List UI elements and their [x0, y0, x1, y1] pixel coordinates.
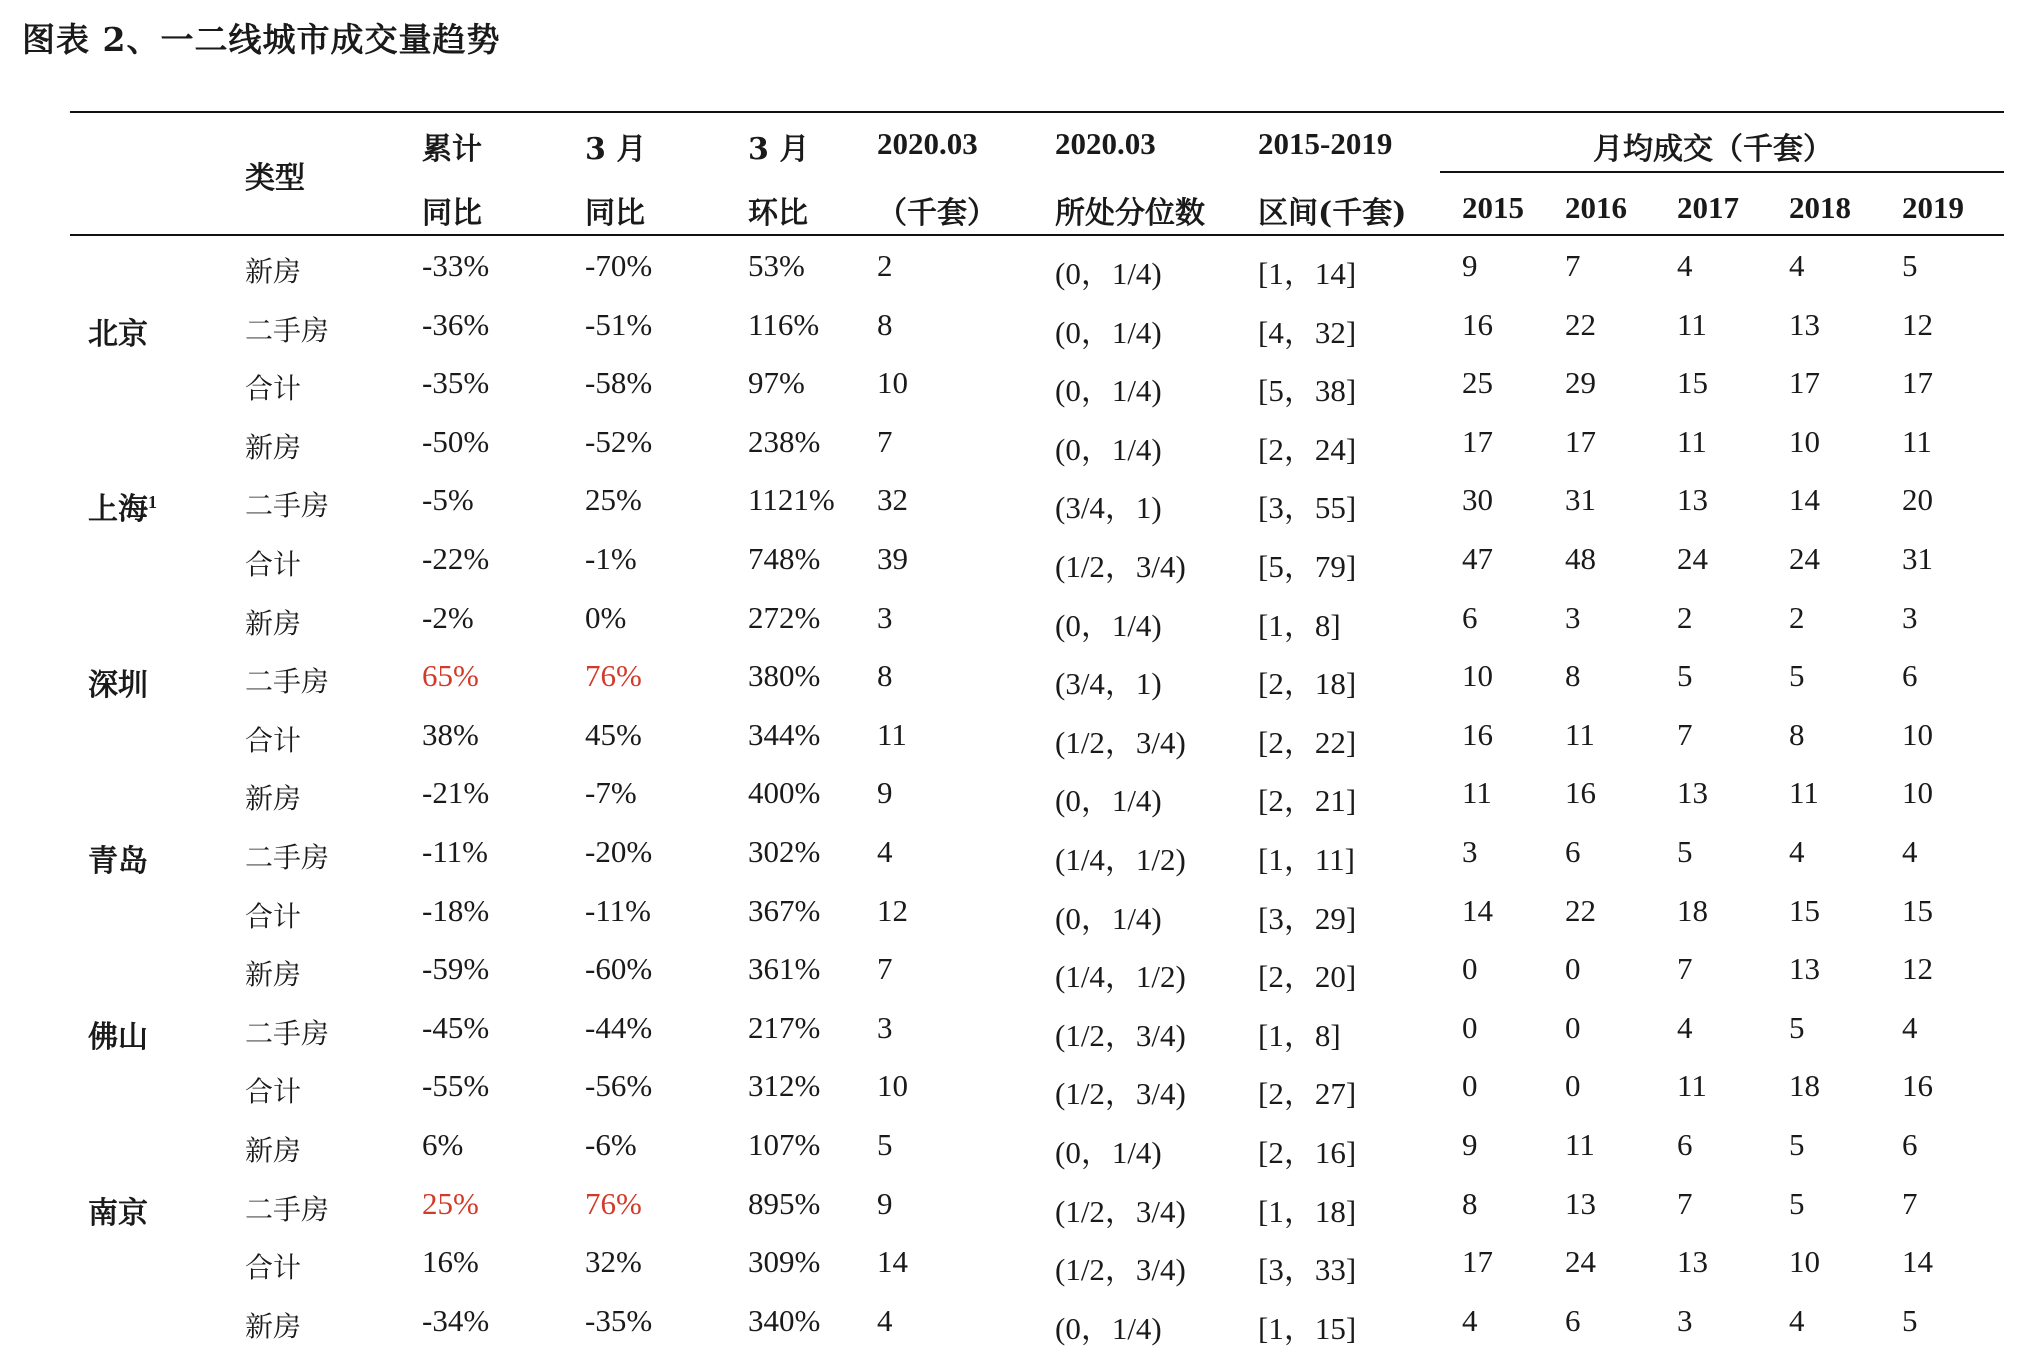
row-type: 合计 — [245, 1075, 302, 1108]
row-type: 合计 — [245, 724, 302, 757]
row-volume: 3 — [877, 1010, 893, 1045]
row-year-2018: 10 — [1789, 424, 1820, 459]
row-year-2017: 2 — [1677, 600, 1693, 635]
row-volume: 10 — [877, 1068, 908, 1103]
row-type: 合计 — [245, 1251, 302, 1284]
row-march-mom: 116% — [748, 307, 820, 342]
row-year-2018: 13 — [1789, 951, 1820, 986]
header-monthly-avg: 月均成交（千套） — [1593, 132, 1833, 167]
row-range: [1，15] — [1258, 1311, 1357, 1346]
city-label — [88, 1012, 148, 1056]
row-year-2019: 12 — [1902, 307, 1933, 342]
row-march-mom: 302% — [748, 834, 821, 869]
row-year-2017: 18 — [1677, 893, 1708, 928]
row-march-yoy: -60% — [585, 951, 653, 986]
header-year-2017: 2017 — [1677, 190, 1739, 225]
row-year-2017: 6 — [1677, 1127, 1693, 1162]
row-year-2018: 24 — [1789, 541, 1820, 576]
row-march-mom: 340% — [748, 1303, 821, 1338]
row-year-2015: 16 — [1462, 717, 1493, 752]
row-year-2019: 15 — [1902, 893, 1933, 928]
row-percentile: (1/2，3/4) — [1055, 549, 1186, 584]
row-range: [2，22] — [1258, 725, 1357, 760]
row-cumulative-yoy: -36% — [422, 307, 490, 342]
row-percentile: (0，1/4) — [1055, 901, 1162, 936]
row-year-2019: 20 — [1902, 482, 1933, 517]
row-cumulative-yoy: 25% — [422, 1186, 479, 1221]
row-year-2018: 14 — [1789, 482, 1820, 517]
row-percentile: (3/4，1) — [1055, 666, 1162, 701]
row-year-2015: 6 — [1462, 600, 1478, 635]
row-march-yoy: 76% — [585, 658, 642, 693]
row-range: [3，29] — [1258, 901, 1357, 936]
header-cum-yoy-line1: 累计 — [422, 132, 482, 167]
row-range: [3，33] — [1258, 1252, 1357, 1287]
row-year-2017: 7 — [1677, 717, 1693, 752]
row-year-2019: 12 — [1902, 951, 1933, 986]
row-march-yoy: 32% — [585, 1244, 642, 1279]
row-cumulative-yoy: 65% — [422, 658, 479, 693]
row-cumulative-yoy: -18% — [422, 893, 490, 928]
row-year-2016: 6 — [1565, 1303, 1581, 1338]
row-range: [4，32] — [1258, 315, 1357, 350]
header-type: 类型 — [245, 161, 305, 196]
row-range: [2，16] — [1258, 1135, 1357, 1170]
row-range: [2，18] — [1258, 666, 1357, 701]
row-volume: 3 — [877, 600, 893, 635]
header-volume-line1: 2020.03 — [877, 126, 978, 161]
row-year-2019: 7 — [1902, 1186, 1918, 1221]
row-year-2015: 9 — [1462, 248, 1478, 283]
row-year-2018: 5 — [1789, 658, 1805, 693]
row-type: 二手房 — [245, 489, 330, 522]
row-percentile: (1/2，3/4) — [1055, 1076, 1186, 1111]
row-year-2017: 5 — [1677, 658, 1693, 693]
header-percentile-line1: 2020.03 — [1055, 126, 1156, 161]
row-march-yoy: -7% — [585, 775, 637, 810]
row-volume: 5 — [877, 1127, 893, 1162]
row-year-2019: 4 — [1902, 1010, 1918, 1045]
row-percentile: (0，1/4) — [1055, 315, 1162, 350]
row-year-2017: 13 — [1677, 482, 1708, 517]
row-cumulative-yoy: -35% — [422, 365, 490, 400]
row-year-2017: 3 — [1677, 1303, 1693, 1338]
row-range: [5，38] — [1258, 373, 1357, 408]
figure-title: 图表 2、一二线城市成交量趋势 — [22, 20, 501, 59]
row-year-2017: 5 — [1677, 834, 1693, 869]
row-year-2019: 16 — [1902, 1068, 1933, 1103]
row-year-2016: 0 — [1565, 1010, 1581, 1045]
row-range: [2，24] — [1258, 432, 1357, 467]
row-year-2018: 5 — [1789, 1186, 1805, 1221]
row-year-2015: 16 — [1462, 307, 1493, 342]
row-year-2015: 0 — [1462, 1068, 1478, 1103]
row-march-yoy: 76% — [585, 1186, 642, 1221]
header-year-2016: 2016 — [1565, 190, 1627, 225]
row-year-2018: 5 — [1789, 1010, 1805, 1045]
row-march-yoy: -51% — [585, 307, 653, 342]
row-volume: 39 — [877, 541, 908, 576]
row-year-2016: 24 — [1565, 1244, 1596, 1279]
row-volume: 4 — [877, 834, 893, 869]
row-range: [1，14] — [1258, 256, 1357, 291]
row-year-2019: 10 — [1902, 775, 1933, 810]
row-year-2018: 5 — [1789, 1127, 1805, 1162]
row-march-mom: 272% — [748, 600, 821, 635]
row-year-2015: 25 — [1462, 365, 1493, 400]
row-year-2019: 6 — [1902, 1127, 1918, 1162]
row-type: 合计 — [245, 372, 302, 405]
city-name: 佛山 — [88, 1020, 148, 1055]
city-label — [88, 1188, 148, 1232]
row-volume: 4 — [877, 1303, 893, 1338]
row-year-2015: 14 — [1462, 893, 1493, 928]
row-type: 合计 — [245, 548, 302, 581]
row-type: 新房 — [245, 607, 302, 640]
row-type: 二手房 — [245, 314, 330, 347]
row-range: [1，8] — [1258, 1018, 1341, 1053]
row-march-yoy: -20% — [585, 834, 653, 869]
row-volume: 7 — [877, 424, 893, 459]
row-year-2019: 5 — [1902, 1303, 1918, 1338]
row-year-2018: 18 — [1789, 1068, 1820, 1103]
row-range: [2，20] — [1258, 959, 1357, 994]
row-range: [2，21] — [1258, 783, 1357, 818]
row-cumulative-yoy: -33% — [422, 248, 490, 283]
row-year-2015: 17 — [1462, 424, 1493, 459]
row-march-mom: 895% — [748, 1186, 821, 1221]
row-year-2015: 8 — [1462, 1186, 1478, 1221]
row-year-2018: 13 — [1789, 307, 1820, 342]
row-type: 二手房 — [245, 1193, 330, 1226]
header-percentile-line2: 所处分位数 — [1055, 196, 1205, 231]
row-year-2018: 15 — [1789, 893, 1820, 928]
row-percentile: (0，1/4) — [1055, 608, 1162, 643]
row-year-2019: 5 — [1902, 248, 1918, 283]
city-footnote-marker: 1 — [148, 492, 157, 512]
row-year-2016: 17 — [1565, 424, 1596, 459]
row-march-mom: 238% — [748, 424, 821, 459]
row-percentile: (1/4，1/2) — [1055, 842, 1186, 877]
row-type: 新房 — [245, 255, 302, 288]
row-type: 新房 — [245, 782, 302, 815]
row-year-2016: 0 — [1565, 951, 1581, 986]
row-year-2017: 11 — [1677, 307, 1707, 342]
row-volume: 8 — [877, 307, 893, 342]
row-type: 合计 — [245, 900, 302, 933]
row-year-2015: 3 — [1462, 834, 1478, 869]
row-year-2016: 11 — [1565, 717, 1595, 752]
city-name: 深圳 — [88, 668, 148, 703]
header-bottom-rule — [70, 234, 2004, 236]
row-year-2016: 16 — [1565, 775, 1596, 810]
city-label — [88, 836, 148, 880]
row-year-2016: 22 — [1565, 307, 1596, 342]
row-year-2019: 14 — [1902, 1244, 1933, 1279]
row-range: [5，79] — [1258, 549, 1357, 584]
row-year-2017: 24 — [1677, 541, 1708, 576]
row-year-2018: 11 — [1789, 775, 1819, 810]
row-type: 新房 — [245, 431, 302, 464]
row-cumulative-yoy: 38% — [422, 717, 479, 752]
row-volume: 10 — [877, 365, 908, 400]
row-march-yoy: -58% — [585, 365, 653, 400]
row-percentile: (1/2，3/4) — [1055, 1018, 1186, 1053]
row-percentile: (1/2，3/4) — [1055, 1194, 1186, 1229]
row-cumulative-yoy: -11% — [422, 834, 488, 869]
row-range: [2，27] — [1258, 1076, 1357, 1111]
row-march-yoy: -1% — [585, 541, 637, 576]
row-volume: 14 — [877, 1244, 908, 1279]
row-type: 二手房 — [245, 665, 330, 698]
row-percentile: (3/4，1) — [1055, 490, 1162, 525]
row-percentile: (1/4，1/2) — [1055, 959, 1186, 994]
row-type: 新房 — [245, 958, 302, 991]
row-year-2019: 10 — [1902, 717, 1933, 752]
row-march-yoy: -56% — [585, 1068, 653, 1103]
row-year-2016: 7 — [1565, 248, 1581, 283]
row-cumulative-yoy: -21% — [422, 775, 490, 810]
row-percentile: (1/2，3/4) — [1055, 725, 1186, 760]
row-volume: 9 — [877, 775, 893, 810]
city-name: 青岛 — [88, 844, 148, 879]
row-march-yoy: -35% — [585, 1303, 653, 1338]
row-year-2016: 11 — [1565, 1127, 1595, 1162]
row-year-2018: 4 — [1789, 834, 1805, 869]
row-year-2018: 17 — [1789, 365, 1820, 400]
header-mar-yoy-line2: 同比 — [585, 196, 645, 231]
row-cumulative-yoy: 16% — [422, 1244, 479, 1279]
header-volume-line2: （千套） — [877, 196, 997, 231]
row-march-yoy: 45% — [585, 717, 642, 752]
monthly-subheader-rule — [1440, 171, 2004, 173]
row-type: 新房 — [245, 1310, 302, 1343]
row-volume: 11 — [877, 717, 907, 752]
row-type: 二手房 — [245, 841, 330, 874]
header-year-2015: 2015 — [1462, 190, 1524, 225]
row-year-2015: 0 — [1462, 1010, 1478, 1045]
row-march-yoy: -6% — [585, 1127, 637, 1162]
row-year-2018: 4 — [1789, 1303, 1805, 1338]
row-cumulative-yoy: -55% — [422, 1068, 490, 1103]
row-volume: 2 — [877, 248, 893, 283]
row-march-yoy: 0% — [585, 600, 627, 635]
row-march-mom: 400% — [748, 775, 821, 810]
header-mar-mom-line1: 3 月 — [748, 132, 810, 167]
row-year-2016: 13 — [1565, 1186, 1596, 1221]
row-year-2017: 7 — [1677, 1186, 1693, 1221]
header-mar-yoy-line1: 3 月 — [585, 132, 647, 167]
row-percentile: (0，1/4) — [1055, 1311, 1162, 1346]
row-march-yoy: -70% — [585, 248, 653, 283]
row-march-yoy: -11% — [585, 893, 651, 928]
row-march-yoy: -44% — [585, 1010, 653, 1045]
row-year-2016: 29 — [1565, 365, 1596, 400]
city-label — [88, 484, 157, 528]
row-volume: 9 — [877, 1186, 893, 1221]
table-top-rule — [70, 111, 2004, 113]
row-march-mom: 217% — [748, 1010, 821, 1045]
row-year-2017: 4 — [1677, 248, 1693, 283]
row-year-2017: 11 — [1677, 1068, 1707, 1103]
row-year-2019: 17 — [1902, 365, 1933, 400]
row-year-2015: 9 — [1462, 1127, 1478, 1162]
row-range: [1，8] — [1258, 608, 1341, 643]
row-year-2015: 4 — [1462, 1303, 1478, 1338]
row-march-mom: 97% — [748, 365, 805, 400]
row-march-yoy: 25% — [585, 482, 642, 517]
row-year-2016: 48 — [1565, 541, 1596, 576]
row-year-2015: 0 — [1462, 951, 1478, 986]
row-year-2017: 7 — [1677, 951, 1693, 986]
row-year-2016: 6 — [1565, 834, 1581, 869]
row-march-mom: 1121% — [748, 482, 835, 517]
row-march-mom: 312% — [748, 1068, 821, 1103]
header-year-2018: 2018 — [1789, 190, 1851, 225]
row-march-mom: 361% — [748, 951, 821, 986]
city-name: 南京 — [88, 1196, 148, 1231]
row-year-2018: 10 — [1789, 1244, 1820, 1279]
row-cumulative-yoy: -50% — [422, 424, 490, 459]
row-percentile: (0，1/4) — [1055, 373, 1162, 408]
row-year-2016: 0 — [1565, 1068, 1581, 1103]
row-year-2016: 8 — [1565, 658, 1581, 693]
row-cumulative-yoy: -59% — [422, 951, 490, 986]
row-march-yoy: -52% — [585, 424, 653, 459]
row-year-2019: 31 — [1902, 541, 1933, 576]
row-year-2015: 47 — [1462, 541, 1493, 576]
row-year-2015: 11 — [1462, 775, 1492, 810]
header-year-2019: 2019 — [1902, 190, 1964, 225]
row-year-2018: 4 — [1789, 248, 1805, 283]
row-year-2016: 31 — [1565, 482, 1596, 517]
city-name: 北京 — [88, 317, 148, 352]
row-cumulative-yoy: -34% — [422, 1303, 490, 1338]
header-cum-yoy-line2: 同比 — [422, 196, 482, 231]
row-year-2017: 13 — [1677, 1244, 1708, 1279]
row-march-mom: 380% — [748, 658, 821, 693]
row-year-2017: 11 — [1677, 424, 1707, 459]
row-volume: 12 — [877, 893, 908, 928]
row-year-2018: 8 — [1789, 717, 1805, 752]
header-range-line1: 2015-2019 — [1258, 126, 1393, 161]
row-percentile: (1/2，3/4) — [1055, 1252, 1186, 1287]
row-cumulative-yoy: -5% — [422, 482, 474, 517]
row-march-mom: 367% — [748, 893, 821, 928]
row-year-2019: 6 — [1902, 658, 1918, 693]
row-year-2018: 2 — [1789, 600, 1805, 635]
row-percentile: (0，1/4) — [1055, 1135, 1162, 1170]
row-type: 新房 — [245, 1134, 302, 1167]
row-cumulative-yoy: 6% — [422, 1127, 464, 1162]
row-volume: 8 — [877, 658, 893, 693]
row-cumulative-yoy: -45% — [422, 1010, 490, 1045]
city-name: 上海 — [88, 492, 148, 527]
row-year-2015: 17 — [1462, 1244, 1493, 1279]
row-year-2017: 13 — [1677, 775, 1708, 810]
row-march-mom: 53% — [748, 248, 805, 283]
row-march-mom: 107% — [748, 1127, 821, 1162]
row-year-2017: 4 — [1677, 1010, 1693, 1045]
row-cumulative-yoy: -22% — [422, 541, 490, 576]
row-year-2017: 15 — [1677, 365, 1708, 400]
row-year-2019: 4 — [1902, 834, 1918, 869]
row-percentile: (0，1/4) — [1055, 783, 1162, 818]
row-volume: 32 — [877, 482, 908, 517]
row-type: 二手房 — [245, 1017, 330, 1050]
row-year-2016: 22 — [1565, 893, 1596, 928]
row-percentile: (0，1/4) — [1055, 432, 1162, 467]
row-march-mom: 748% — [748, 541, 821, 576]
row-year-2016: 3 — [1565, 600, 1581, 635]
row-march-mom: 344% — [748, 717, 821, 752]
row-year-2015: 30 — [1462, 482, 1493, 517]
row-year-2015: 10 — [1462, 658, 1493, 693]
row-range: [1，18] — [1258, 1194, 1357, 1229]
row-year-2019: 11 — [1902, 424, 1932, 459]
row-march-mom: 309% — [748, 1244, 821, 1279]
header-mar-mom-line2: 环比 — [748, 196, 808, 231]
row-range: [3，55] — [1258, 490, 1357, 525]
city-label — [88, 309, 148, 353]
header-range-line2: 区间(千套) — [1258, 196, 1407, 231]
row-cumulative-yoy: -2% — [422, 600, 474, 635]
row-year-2019: 3 — [1902, 600, 1918, 635]
city-label — [88, 660, 148, 704]
row-volume: 7 — [877, 951, 893, 986]
row-percentile: (0，1/4) — [1055, 256, 1162, 291]
row-range: [1，11] — [1258, 842, 1355, 877]
